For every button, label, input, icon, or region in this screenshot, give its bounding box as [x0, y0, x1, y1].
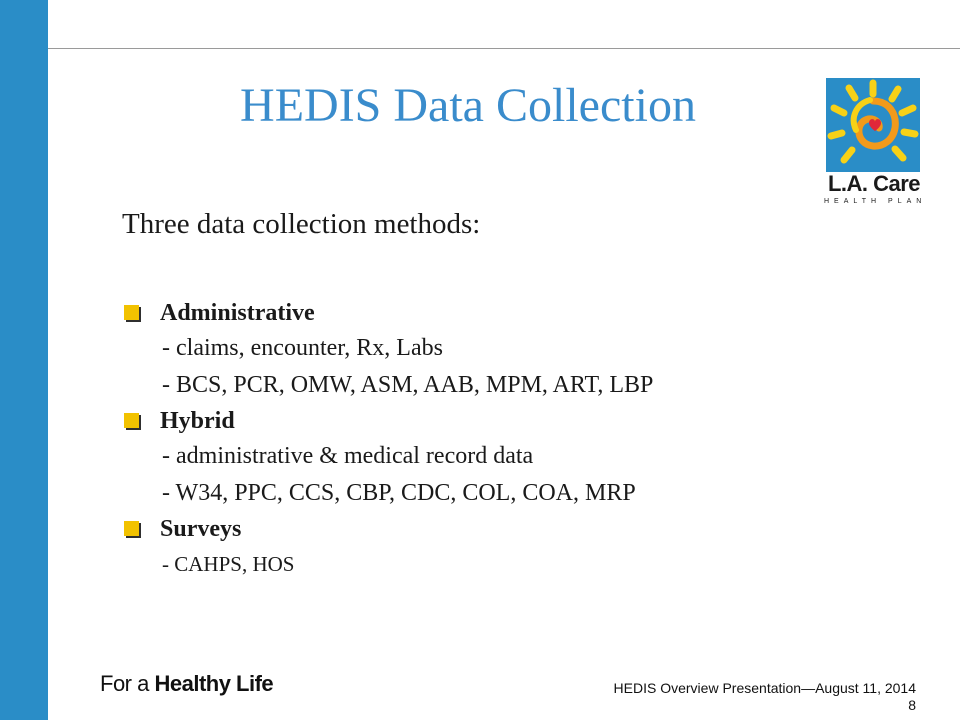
- method-detail: - administrative & medical record data: [162, 443, 534, 469]
- tagline-prefix: For a: [100, 671, 155, 696]
- logo-tagline: HEALTH PLAN: [824, 198, 927, 205]
- logo-name: L.A. Care: [827, 171, 921, 196]
- slide-title: HEDIS Data Collection: [240, 79, 696, 132]
- method-detail: - W34, PPC, CCS, CBP, CDC, COL, COA, MRP: [162, 480, 636, 506]
- method-heading: Administrative: [160, 300, 315, 326]
- checkbox-bullet-icon: [124, 413, 139, 428]
- method-detail: - BCS, PCR, OMW, ASM, AAB, MPM, ART, LBP: [162, 372, 654, 398]
- method-detail: - CAHPS, HOS: [162, 552, 295, 576]
- method-detail: - claims, encounter, Rx, Labs: [162, 335, 443, 361]
- method-heading: Hybrid: [160, 408, 235, 434]
- method-surveys: [122, 512, 822, 583]
- sun-heart-icon: [826, 78, 920, 172]
- checkbox-bullet-icon: [124, 305, 139, 320]
- footer-tagline: [100, 670, 273, 698]
- la-care-logo: [824, 78, 927, 210]
- method-administrative: [122, 296, 822, 404]
- checkbox-bullet-icon: [124, 521, 139, 536]
- footer-info: [614, 680, 916, 714]
- method-hybrid: [122, 404, 822, 512]
- lead-text: Three data collection methods:: [122, 208, 481, 240]
- presentation-info: HEDIS Overview Presentation—August 11, 2014: [613, 680, 916, 696]
- method-heading: Surveys: [160, 516, 242, 542]
- top-divider: [48, 48, 960, 49]
- tagline-bold: Healthy Life: [154, 671, 274, 696]
- page-number: 8: [908, 697, 916, 713]
- slide-body: [122, 206, 822, 583]
